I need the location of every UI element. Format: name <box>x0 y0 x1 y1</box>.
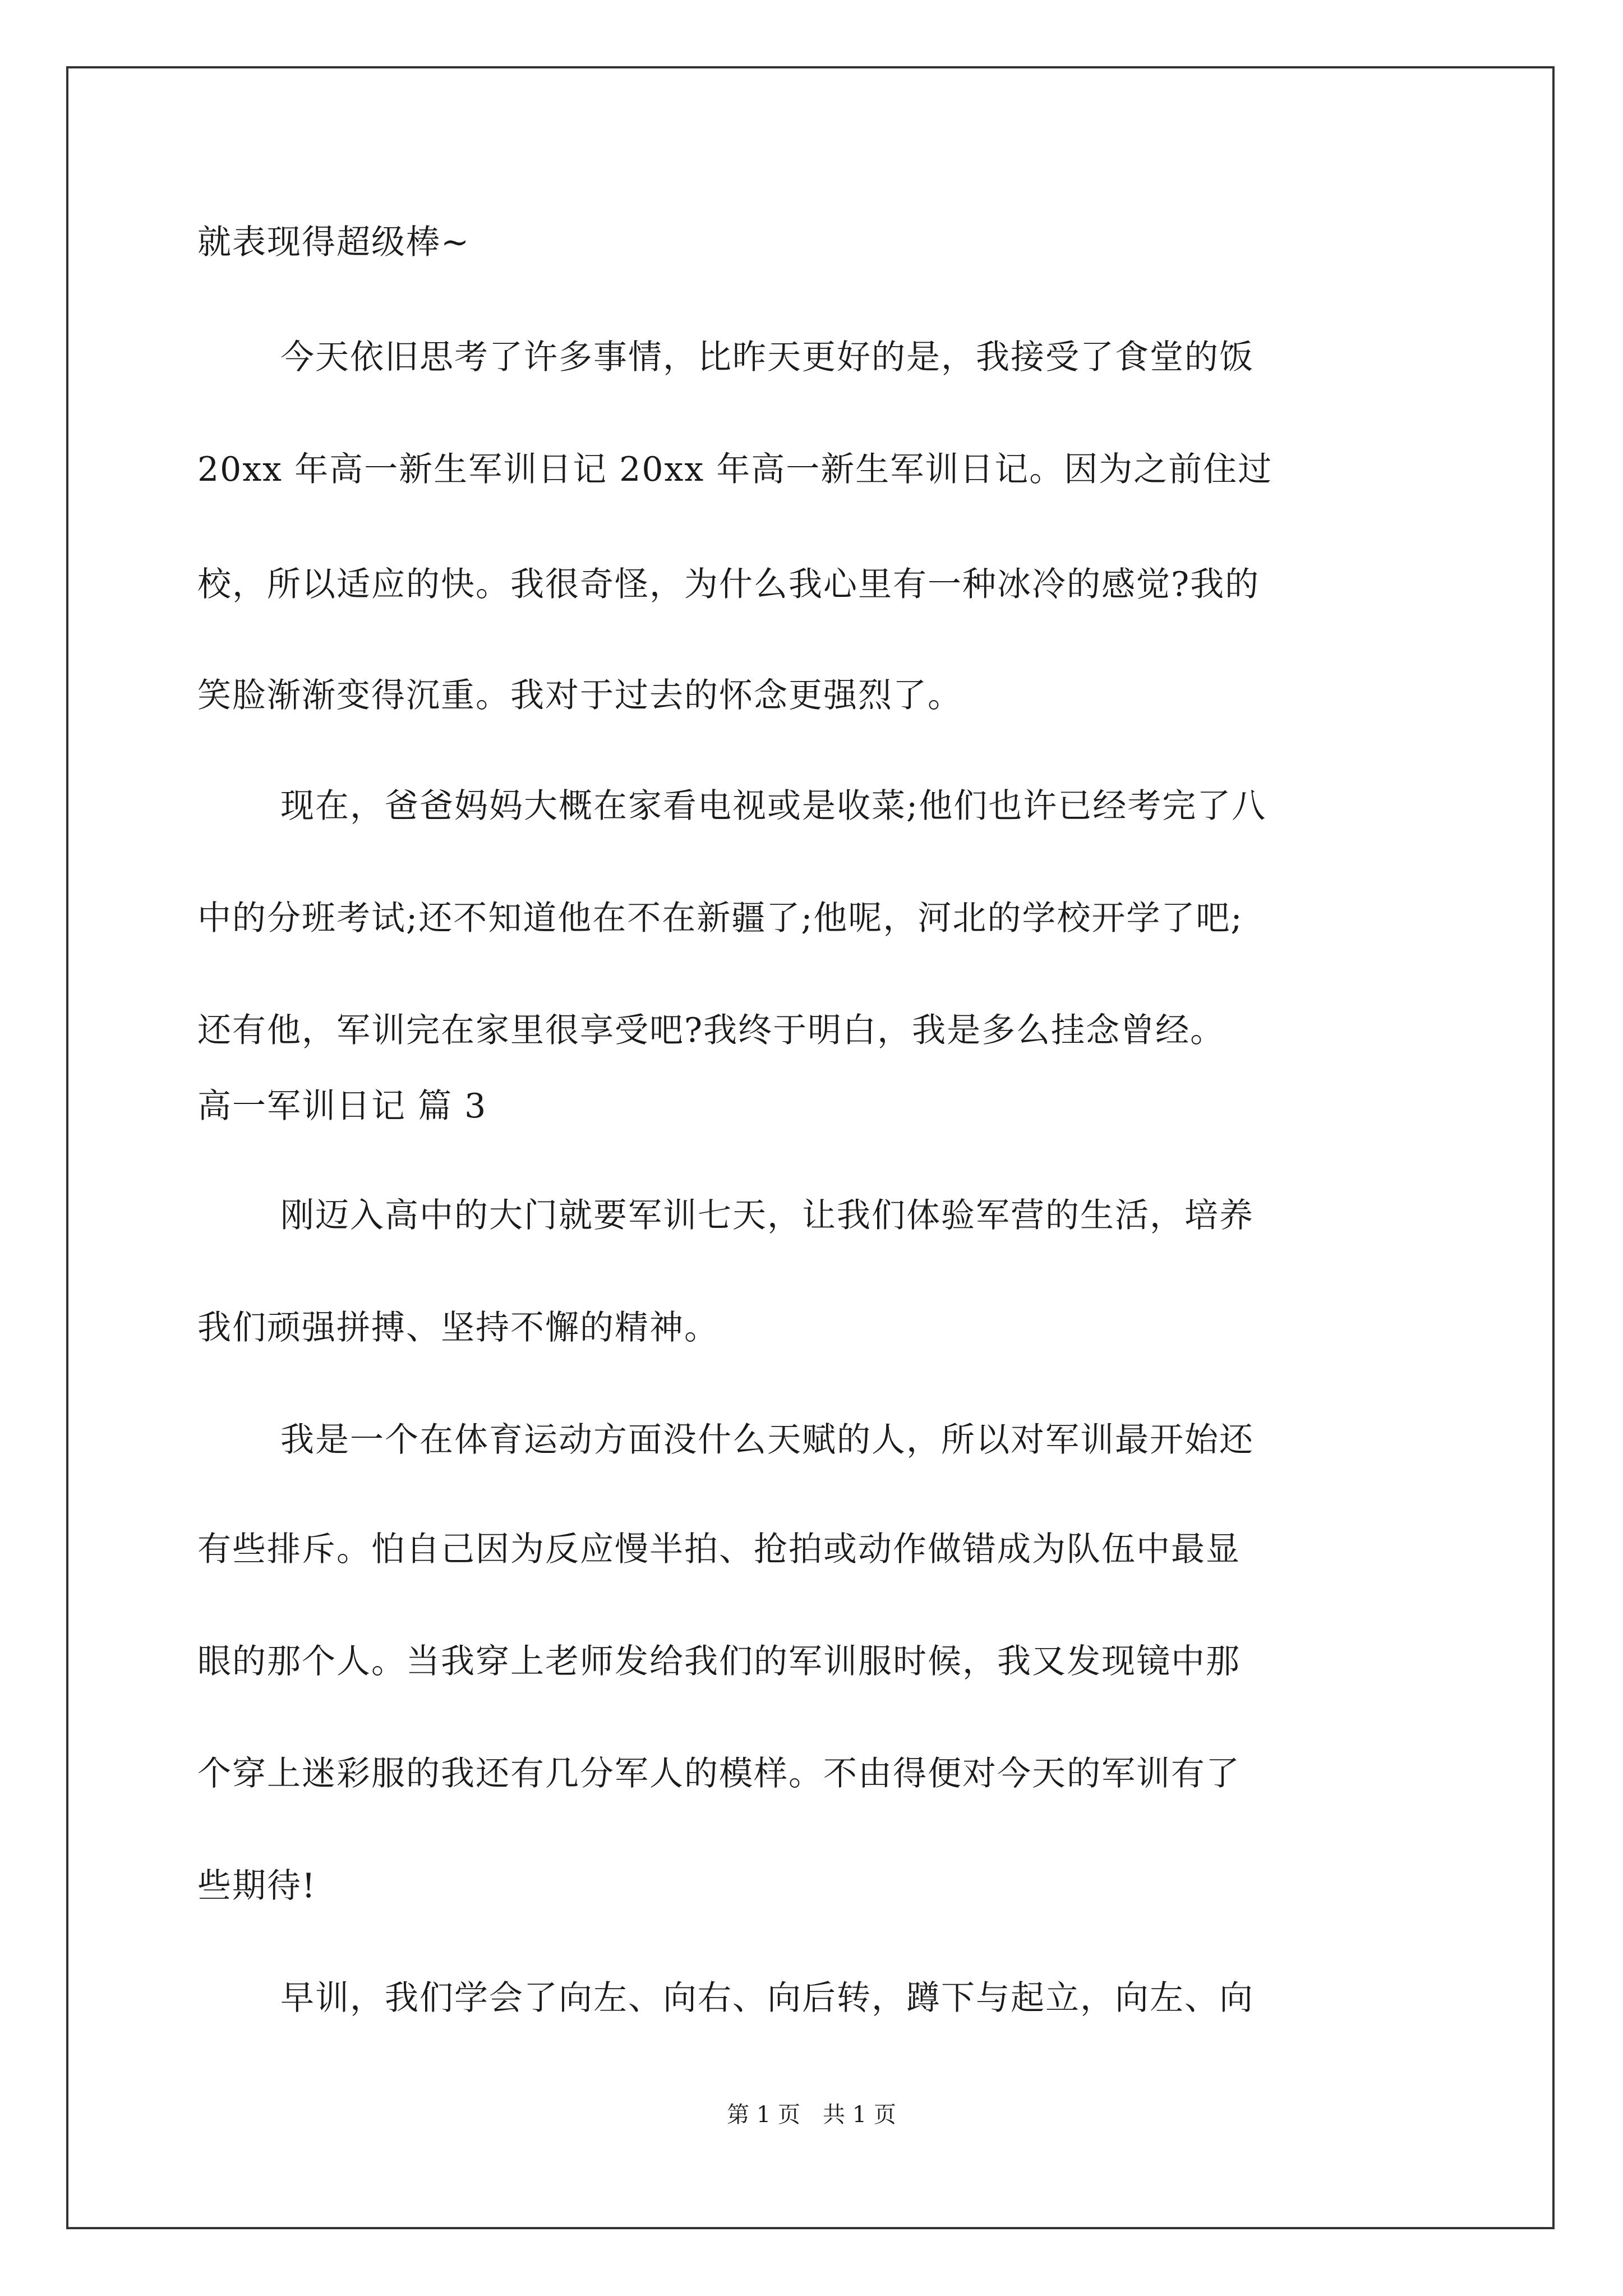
text-line: 校，所以适应的快。我很奇怪，为什么我心里有一种冰冷的感觉?我的 <box>197 565 1260 604</box>
text-line: 我是一个在体育运动方面没什么天赋的人，所以对军训最开始还 <box>280 1420 1254 1460</box>
text-line: 我们顽强拼搏、坚持不懈的精神。 <box>197 1308 719 1347</box>
text-line: 还有他，军训完在家里很享受吧?我终于明白，我是多么挂念曾经。 <box>197 1011 1225 1050</box>
text-line: 些期待! <box>197 1866 317 1906</box>
text-line: 有些排斥。怕自己因为反应慢半拍、抢拍或动作做错成为队伍中最显 <box>197 1530 1241 1569</box>
text-line: 个穿上迷彩服的我还有几分军人的模样。不由得便对今天的军训有了 <box>197 1754 1241 1793</box>
text-line: 现在，爸爸妈妈大概在家看电视或是收菜;他们也许已经考完了八 <box>280 786 1267 826</box>
text-line: 就表现得超级棒~ <box>197 223 471 262</box>
text-line: 眼的那个人。当我穿上老师发给我们的军训服时候，我又发现镜中那 <box>197 1642 1241 1681</box>
text-line: 笑脸渐渐变得沉重。我对于过去的怀念更强烈了。 <box>197 676 962 715</box>
page-number-footer: 第 1 页 共 1 页 <box>727 2102 896 2128</box>
text-line: 中的分班考试;还不知道他在不在新疆了;他呢，河北的学校开学了吧; <box>197 899 1243 938</box>
section-heading: 高一军训日记 篇 3 <box>197 1087 487 1126</box>
text-line: 20xx 年高一新生军训日记 20xx 年高一新生军训日记。因为之前住过 <box>197 450 1273 489</box>
text-line: 早训，我们学会了向左、向右、向后转，蹲下与起立，向左、向 <box>280 1978 1254 2018</box>
text-line: 今天依旧思考了许多事情，比昨天更好的是，我接受了食堂的饭 <box>280 338 1254 377</box>
text-line: 刚迈入高中的大门就要军训七天，让我们体验军营的生活，培养 <box>280 1196 1254 1235</box>
